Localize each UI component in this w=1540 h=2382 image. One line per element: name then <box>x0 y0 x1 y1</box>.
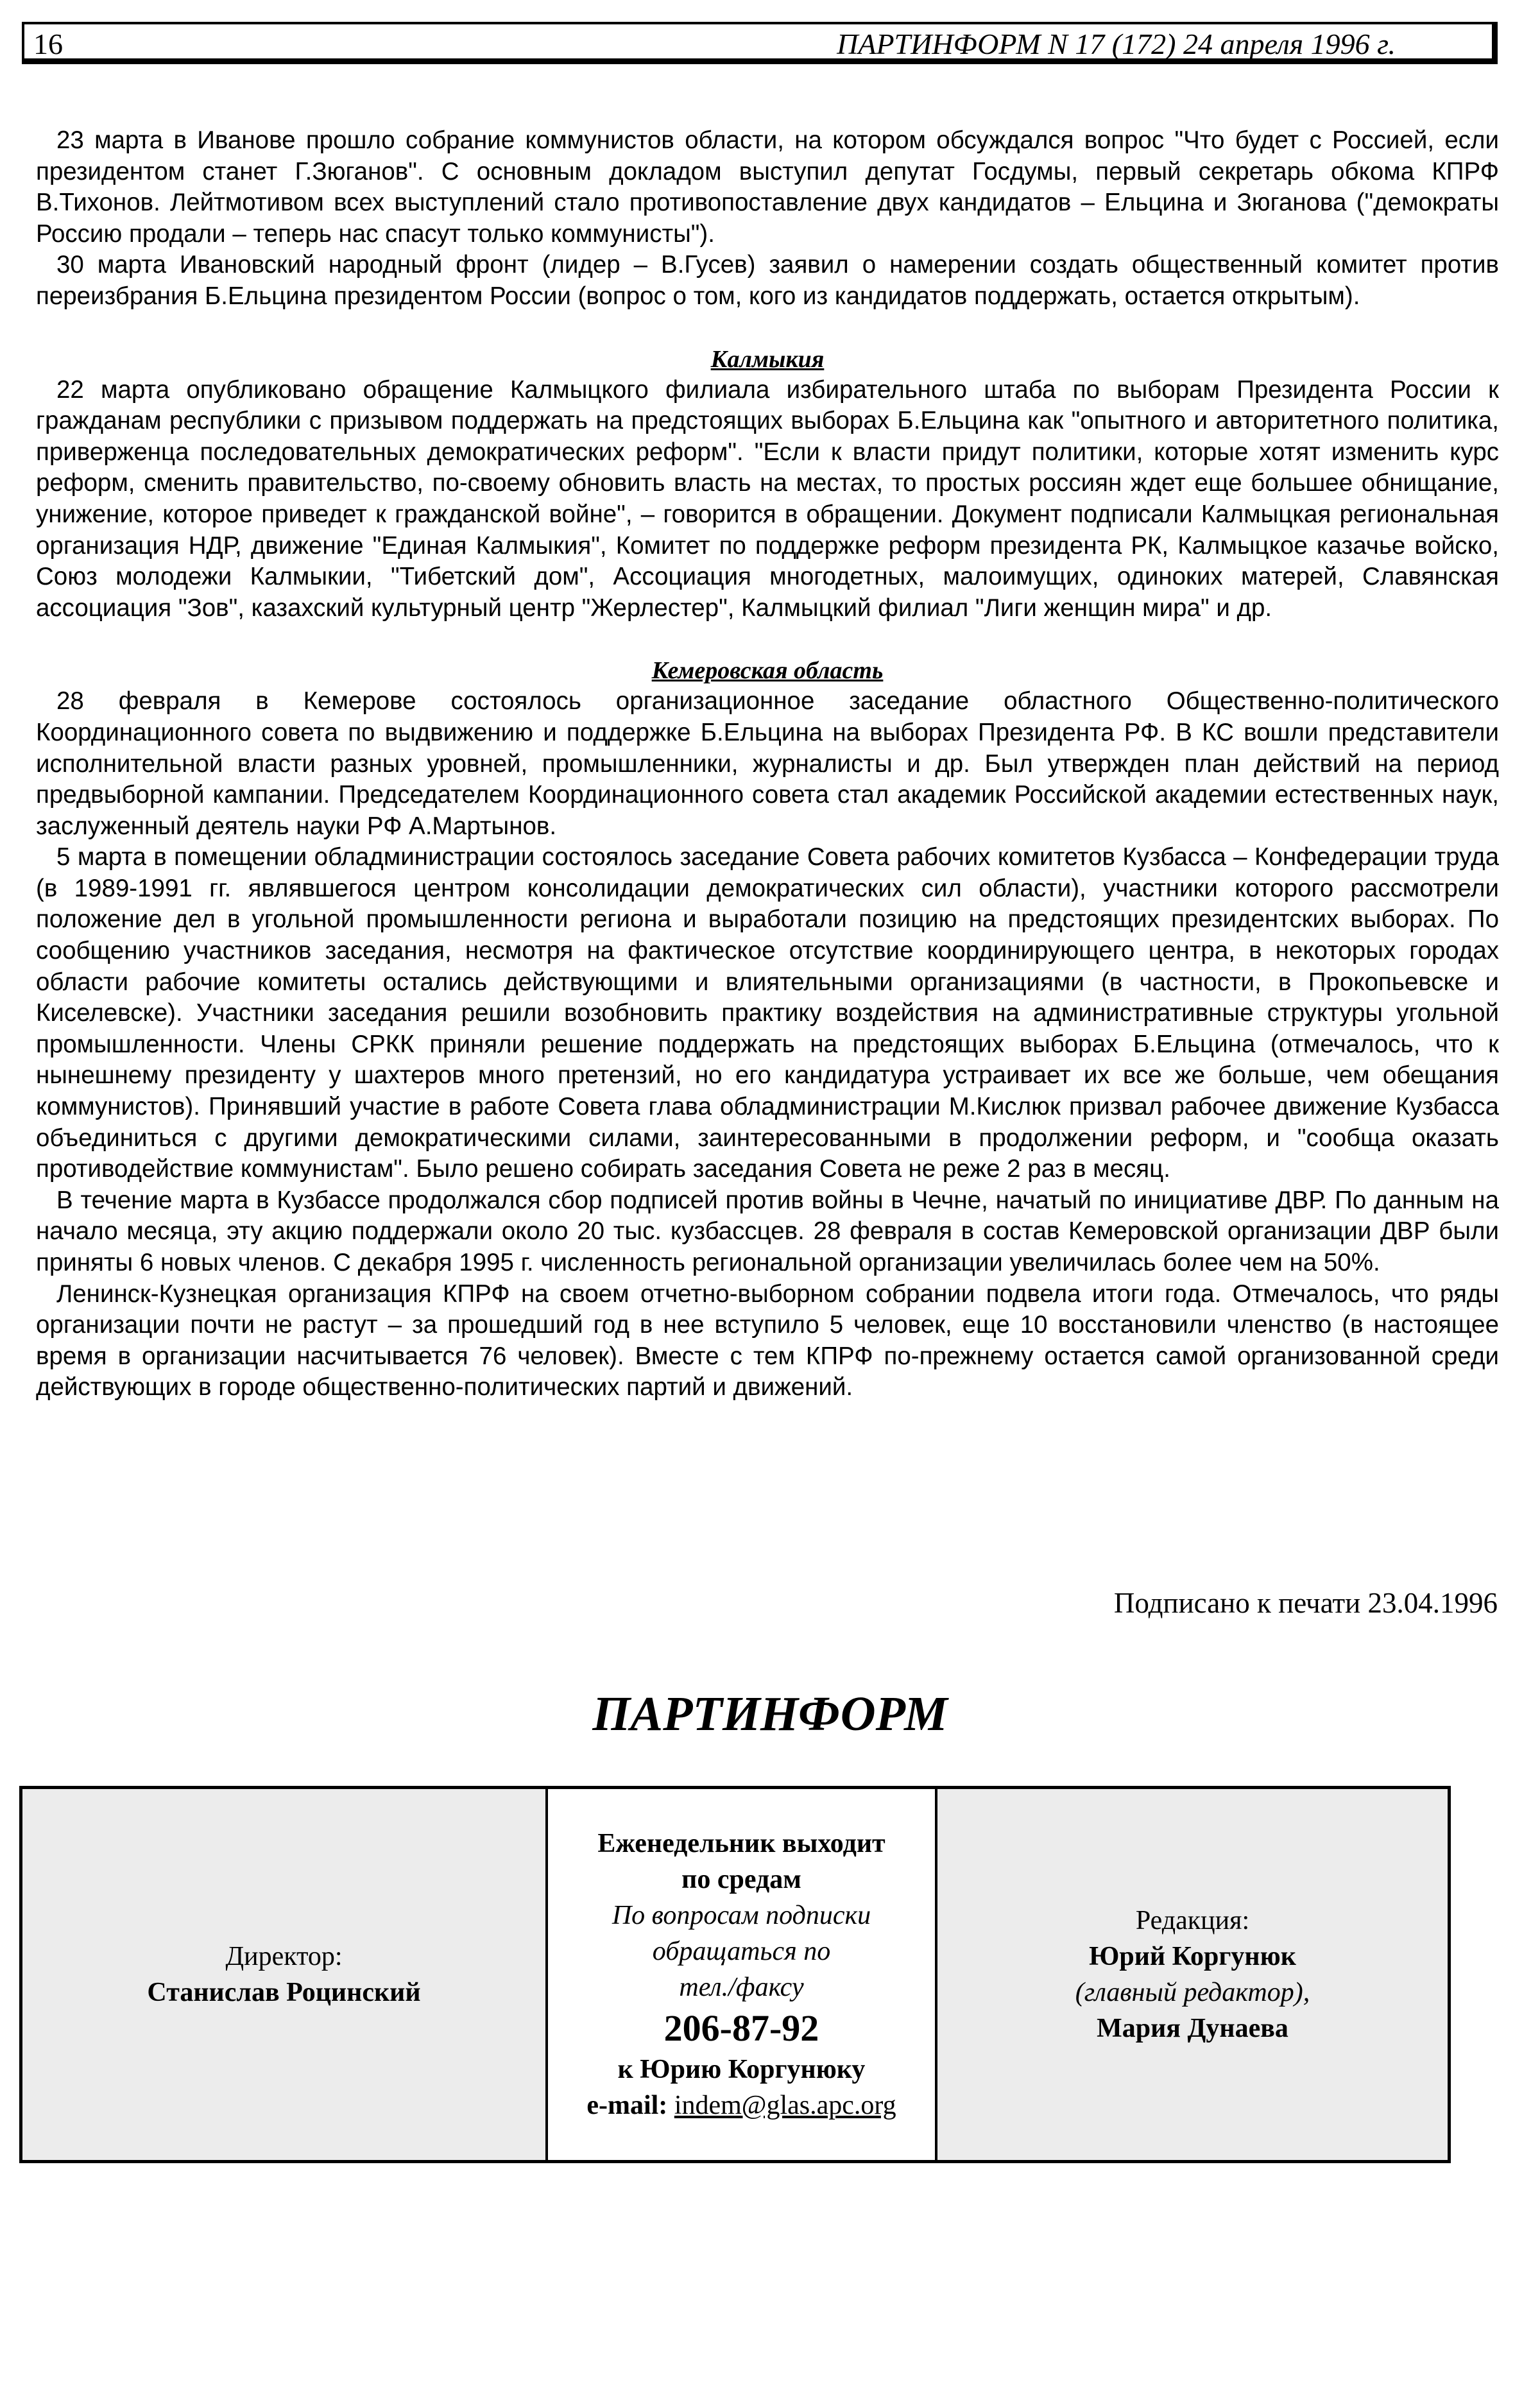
editorial-label: Редакция: <box>1135 1906 1250 1935</box>
paragraph: 22 марта опубликовано обращение Калмыцкого филиала избирательного штаба по выборам Президента России к гражданам республики с призывом поддержать на предстоящих выборах Б.Ельцина как "опытного и авторитетного политика, приверженца последовательных демократических реформ". "Если к власти придут политики, которые хотят изменить курс реформ, сменить правительство, по-своему обновить власть на местах, то простых россиян ждет еще большее обнищание, унижение, которое приведет к гражданской войне", – говорится в обращении. Документ подписали Калмыцкая региональная организация НДР, движение "Единая Калмыкия", Комитет по поддержке реформ президента РК, Калмыцкое казачье войско, Союз молодежи Калмыкии, "Тибетский дом", Ассоциация многодетных, малоимущих, одиноких матерей, Славянская ассоциация "Зов", казахский культурный центр "Жерлестер", Калмыцкий филиал "Лиги женщин мира" и др. <box>36 375 1499 622</box>
subscribe-line-3: тел./факсу <box>679 1973 804 2002</box>
paragraph: 5 марта в помещении обладминистрации состоялось заседание Совета рабочих комитетов Кузбасса – Конфедерации труда (в 1989-1991 гг. являвшегося центром консолидации демократических сил области), участники которого рассмотрели положение дел в угольной промышленности региона и выработали позицию на предстоящих президентских выборах. По сообщению участников заседания, несмотря на фактическое отсутствие координирующего центра, в некоторых городах области рабочие комитеты остались действующими и влиятельными организациями (в частности, в Прокопьевске и Киселевске). Участники заседания решили возобновить практику воздействия на административные структуры угольной промышленности. Члены СРКК приняли решение поддержать на предстоящих выборах Б.Ельцина (отмечалось, что к нынешнему президенту у шахтеров много претензий, но его кандидатура устраивает их все же больше, чем обещания коммунистов). Принявший участие в работе Совета глава обладминистрации М.Кислюк призвал рабочее движение Кузбасса объединиться с другими демократическими силами, заинтересованными в продолжении реформ, и "сообща оказать противодействие коммунистам". Было решено собирать заседания Совета не реже 2 раз в месяц. <box>36 843 1499 1183</box>
editor-role: (главный редактор), <box>1075 1978 1310 2007</box>
director-name: Станислав Роцинский <box>147 1978 421 2007</box>
masthead-title: ПАРТИНФОРМ <box>592 1687 948 1741</box>
director-label: Директор: <box>225 1942 343 1971</box>
issue-info: ПАРТИНФОРМ N 17 (172) 24 апреля 1996 г. <box>837 28 1396 60</box>
paragraph: Ленинск-Кузнецкая организация КПРФ на своем отчетно-выборном собрании подвела итоги года. Отмечалось, что ряды организации почти не растут – за прошедший год в нее вступило 5 человек, еще 10 восстановили членство (в настоящее время в организации насчитывается 76 человек). Вместе с тем КПРФ по-прежнему остается самой организованной среди действующих в городе общественно-политических партий и движений. <box>36 1280 1499 1401</box>
weekly-line-1: Еженедельник выходит <box>597 1829 886 1858</box>
email-label: e-mail: <box>586 2091 668 2120</box>
subscribe-line-2: обращаться по <box>652 1937 831 1966</box>
paragraph: 23 марта в Иванове прошло собрание коммунистов области, на котором обсуждался вопрос "Что будет с Россией, если президентом станет Г.Зюганов". С основным докладом выступил депутат Госдумы, первый секретарь обкома КПРФ В.Тихонов. Лейтмотивом всех выступлений стало противопоставление двух кандидатов – Ельцина и Зюганова ("демократы Россию продали – теперь нас спасут только коммунисты"). <box>36 126 1499 248</box>
phone-number: 206-87-92 <box>663 2007 819 2049</box>
email-line <box>586 2087 896 2123</box>
paragraph: 30 марта Ивановский народный фронт (лидер – В.Гусев) заявил о намерении создать общественный комитет против переизбрания Б.Ельцина президентом России (вопрос о том, кого из кандидатов поддержать, остается открытым). <box>36 251 1499 310</box>
subscription-column <box>545 1789 937 2160</box>
paragraph: В течение марта в Кузбассе продолжался сбор подписей против войны в Чечне, начатый по инициативе ДВР. По данным на начало месяца, эту акцию поддержали около 20 тыс. кузбассцев. 28 февраля в состав Кемеровской организации ДВР были приняты 6 новых членов. С декабря 1995 г. численность региональной организации увеличилась более чем на 50%. <box>36 1186 1499 1276</box>
paragraph: 28 февраля в Кемерове состоялось организационное заседание областного Общественно-политического Координационного совета по выдвижению и поддержке Б.Ельцина на выборах Президента РФ. В КС вошли представители исполнительной власти разных уровней, промышленники, журналисты и др. Был утвержден план действий на период предвыборной кампании. Председателем Координационного совета стал академик Российской академии естественных наук, заслуженный деятель науки РФ А.Мартынов. <box>36 687 1499 840</box>
editorial-column <box>937 1789 1448 2160</box>
publisher-info-box <box>19 1786 1451 2163</box>
page-number: 16 <box>33 28 63 60</box>
editor-name: Юрий Коргунюк <box>1089 1942 1296 1971</box>
running-header <box>22 22 1498 64</box>
director-column <box>22 1789 545 2160</box>
subscribe-line-1: По вопросам подписки <box>612 1901 871 1930</box>
signed-to-print: Подписано к печати 23.04.1996 <box>1113 1587 1498 1619</box>
contact-person: к Юрию Коргунюку <box>617 2055 866 2084</box>
article-body <box>36 125 1499 1403</box>
section-heading-kalmykia: Калмыкия <box>710 345 825 373</box>
weekly-line-2: по средам <box>681 1865 801 1894</box>
section-heading-kemerovo: Кемеровская область <box>651 657 884 685</box>
editor2-name: Мария Дунаева <box>1097 2014 1288 2043</box>
email-link[interactable]: indem@glas.apc.org <box>674 2091 896 2120</box>
